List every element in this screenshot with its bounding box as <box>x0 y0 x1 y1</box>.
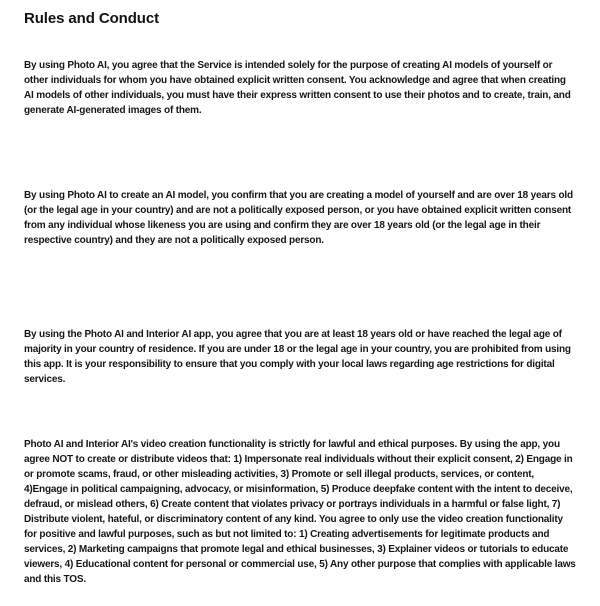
paragraph-model-creation-age-confirmation: By using Photo AI to create an AI model, you confirm that you are creating a model of yourself and are over 18 years old (or the legal age in your country) and are not a politically exposed person, or you have obtained explicit written consent from any individual whose likeness you are using and confirm they are over 18 years old (or the legal age in their respective country) and they are not a politically exposed person. <box>24 190 573 246</box>
page-title: Rules and Conduct <box>24 10 159 27</box>
paragraph-service-purpose-consent: By using Photo AI, you agree that the Service is intended solely for the purpose of creating AI models of yourself or other individuals for whom you have obtained explicit written consent. You acknowledge and agree that when creating AI models of other individuals, you must have their express written consent to use their photos and to create, train, and generate AI-generated images of them. <box>24 60 571 116</box>
paragraph-age-restriction: By using the Photo AI and Interior AI app, you agree that you are at least 18 years old or have reached the legal age of majority in your country of residence. If you are under 18 or the legal age in your country, you are prohibited from using this app. It is your responsibility to ensure that you comply with your local laws regarding age restrictions for digital services. <box>24 329 571 385</box>
paragraph-video-creation-rules: Photo AI and Interior AI's video creation functionality is strictly for lawful and ethical purposes. By using the app, you agree NOT to create or distribute videos that: 1) Impersonate real individuals without their explicit consent, 2) Engage in or promote scams, fraud, or other misleading activities, 3) Promote or sell illegal products, services, or content, 4)Engage in political campaigning, advocacy, or misinformation, 5) Produce deepfake content with the intent to deceive, defraud, or mislead others, 6) Create content that violates privacy or portrays individuals in a harmful or false light, 7) Distribute violent, hateful, or discriminatory content of any kind. You agree to only use the video creation functionality for positive and lawful purposes, such as but not limited to: 1) Creating advertisements for legitimate products and services, 2) Marketing campaigns that promote legal and ethical businesses, 3) Explainer videos or tutorials to educate viewers, 4) Educational content for personal or commercial use, 5) Any other purpose that complies with applicable laws and this TOS. <box>24 439 576 585</box>
